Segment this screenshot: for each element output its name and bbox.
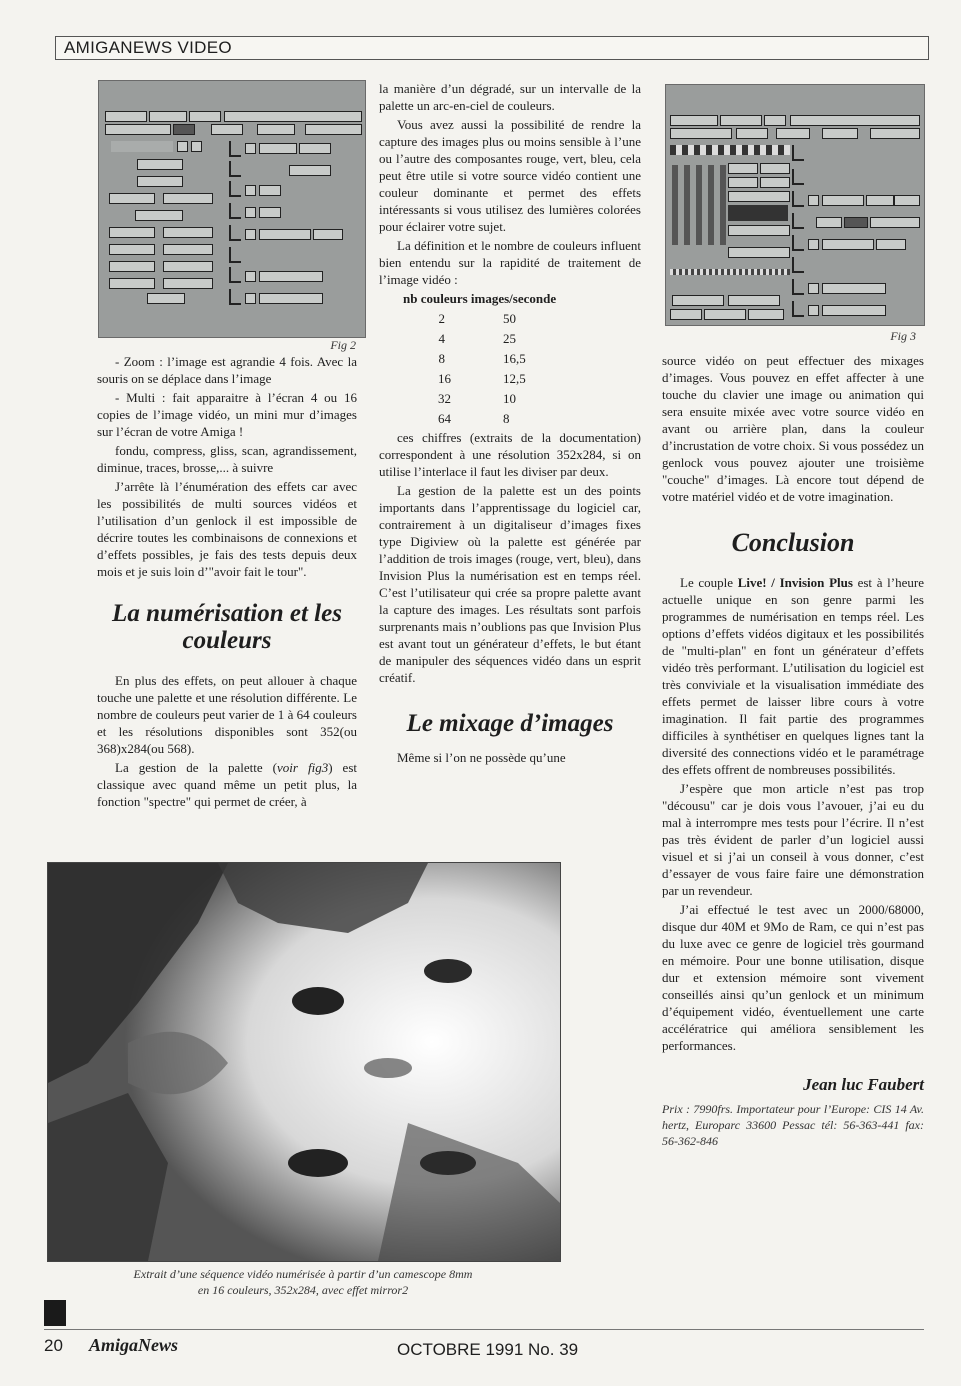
table-row: 16 12,5: [438, 371, 526, 386]
fig2-hook: [229, 247, 241, 263]
fig2-btn: [259, 185, 281, 196]
fig2-btn: [163, 227, 213, 238]
palette-strip: [670, 145, 790, 155]
fig3-btn: [894, 195, 920, 206]
fig2-btn: [257, 124, 295, 135]
paragraph: source vidéo on peut effectuer des mixages d’images. Vous pouvez en effet affecter à une touche du clavier une image ou animation qui sera ensuite mixée avec votre source vidéo en avant ou arrière plan, dans la couleur d’incrustation de votre choix. Si vous possédez un genlock vous pouvez ajouter une troisième "couche" d’images. Là encore tout dépend de votre matériel vidéo et de votre imagination.: [662, 353, 924, 504]
fig3-btn: [760, 177, 790, 188]
fig3-btn: [876, 239, 906, 250]
fig3-caption: Fig 3: [890, 329, 916, 343]
fig2-btn: [163, 278, 213, 289]
fig2-btn: [259, 207, 281, 218]
paragraph: J’arrête là l’énumération des effets car avec les possibilités de multi sources vidéos et l’utilisation d’un genlock il est impossible de décrire toutes les combinaisons de connexions et d’effets possibles, je fais des tests depuis deux mois et je suis loin d’"avoir fait le tour".: [97, 479, 357, 579]
fig3-btn: [764, 115, 786, 126]
slider-r: [672, 165, 678, 245]
fig2-btn: [105, 124, 171, 135]
fig2-btn: [224, 111, 362, 122]
fig3-btn: [870, 128, 920, 139]
paragraph: En plus des effets, on peut allouer à chaque touche une palette et une résolution différente. Le nombre de couleurs peut varier de 1 à 64 couleurs et les résolutions disponibles sont 352(ou 368)x284(ou 568).: [97, 673, 357, 756]
fig3-hook: [792, 301, 804, 317]
fig3-btn: [808, 195, 819, 206]
mirror-effect-photo: [47, 862, 561, 1262]
figure-reference: voir fig3: [277, 760, 329, 775]
paragraph: Vous avez aussi la possibilité de rendre la capture des images plus ou moins sensible à l’une ou l’autre des composantes rouge, vert, bleu, cela peut être utile si votre source vidéo contient une couleur dominante et permet des effets intéressants si vous utilisez des lumières colorées pour éclairer votre sujet.: [379, 117, 641, 234]
fig3-hook: [792, 257, 804, 273]
table-row: 64 8: [438, 411, 510, 426]
author: Jean luc Faubert: [803, 1075, 924, 1094]
fig2-btn: [177, 141, 188, 152]
slider-bar: [670, 269, 790, 275]
fig3-screenshot: [665, 84, 925, 326]
fig3-btn: [822, 128, 858, 139]
fig3-hook: [792, 213, 804, 229]
photo-caption-line: Extrait d’une séquence vidéo numérisée à partir d’un camescope 8mm: [133, 1267, 473, 1281]
column-2: [379, 80, 641, 768]
fig2-btn: [109, 244, 155, 255]
page-number: 20: [44, 1336, 63, 1355]
slider-g: [684, 165, 690, 245]
paragraph: la manière d’un dégradé, sur un intervalle de la palette un arc-en-ciel de couleurs.: [379, 81, 641, 113]
child-face-photo: [48, 863, 560, 1261]
fig2-btn: [191, 141, 202, 152]
fig3-btn: [748, 309, 784, 320]
fig2-btn: [299, 143, 331, 154]
price-info: Prix : 7990frs. Importateur pour l’Europe: CIS 14 Av. hertz, Europarc 33600 Pessac tél: 56-363-441 fax: 56-362-846: [662, 1102, 924, 1148]
fig3-btn: [728, 225, 790, 236]
fig2-hook: [229, 161, 241, 177]
fig3-btn: [728, 191, 790, 202]
color-swatch: [728, 205, 788, 221]
fig2-btn: [109, 193, 155, 204]
fig3-btn: [822, 283, 886, 294]
fig2-btn: [149, 111, 187, 122]
paragraph: - Zoom : l’image est agrandie 4 fois. Avec la souris on se déplace dans l’image: [97, 354, 357, 386]
fig2-btn: [111, 141, 173, 152]
section-title: AMIGANEWS VIDEO: [64, 38, 232, 57]
fig2-btn: [245, 271, 256, 282]
fig3-btn: [720, 115, 762, 126]
paragraph: La gestion de la palette (voir fig3) est classique avec quand même un petit plus, la fonction "spectre" qui permet de créer, à: [97, 760, 357, 809]
fig3-hook: [792, 235, 804, 251]
fig2-hook: [229, 203, 241, 219]
slider-t: [708, 165, 714, 245]
fig2-btn: [245, 229, 256, 240]
paragraph: Le couple Live! / Invision Plus est à l’heure actuelle unique en son genre parmi les programmes de numérisation en temps réel. Les options d’effets vidéos digitaux et les possibilités de "multi-plan" en font un générateur d’effets vidéo très performant. L’utilisation du logiciel est très conviviale et la visualisation immédiate des effets permet de laisser libre cours à votre imagination. Il fait partie des programmes difficiles à synthétiser en quelques lignes tant la diversité des connections vidéo et le paramétrage des effets offrent de nombreuses possibilités.: [662, 575, 924, 777]
paragraph: La gestion de la palette est un des points importants dans l’apprentissage du logiciel car, contrairement à un digitaliseur d’images fixes type Digiview où la palette est générée par l’addition de trois images (rouge, vert, bleu), dans Invision Plus la numérisation est en temps réel. C’est l’utilisateur qui crée sa propre palette avant la capture des images. Les résultats sont parfois surprenants mais n’oublions pas que Invision Plus est avant tout un générateur d’effets, le but étant de manipuler des séquences vidéo dans un esprit créatif.: [379, 483, 641, 685]
table-row: 2 50: [438, 311, 516, 326]
fig3-hook: [792, 169, 804, 185]
fig3-btn: [822, 195, 864, 206]
photo-caption: [47, 1266, 559, 1298]
fig3-btn: [728, 295, 780, 306]
column-1: [97, 353, 357, 812]
fig3-btn: [822, 239, 874, 250]
slider-s: [720, 165, 726, 245]
fig2-btn: [313, 229, 343, 240]
footer-rule: [44, 1329, 924, 1330]
fig2-btn: [137, 159, 183, 170]
fig2-btn: [259, 293, 323, 304]
fig3-btn: [844, 217, 868, 228]
fig2-btn: [289, 165, 331, 176]
fig3-btn: [808, 239, 819, 250]
fig2-btn: [147, 293, 185, 304]
fig2-btn: [245, 207, 256, 218]
paragraph: ces chiffres (extraits de la documentation) correspondent à une résolution 352x284, si on utilise l’interlace il faut les diviser par deux.: [379, 430, 641, 479]
table-row: 32 10: [438, 391, 516, 406]
fig3-btn: [816, 217, 842, 228]
fig2-btn: [259, 143, 297, 154]
paragraph: - Multi : fait apparaitre à l’écran 4 ou 16 copies de l’image vidéo, un mini mur d’images sur l’écran de votre Amiga !: [97, 390, 357, 439]
fig3-btn: [670, 115, 718, 126]
column-3: [662, 352, 924, 1149]
paragraph: Même si l’on ne possède qu’une: [397, 750, 566, 765]
fig2-btn: [211, 124, 243, 135]
fig3-hook: [792, 279, 804, 295]
fig2-btn: [259, 229, 311, 240]
fig2-btn: [163, 193, 213, 204]
fig3-btn: [866, 195, 894, 206]
fig3-btn: [790, 115, 920, 126]
issue-date: OCTOBRE 1991 No. 39: [397, 1340, 579, 1359]
speed-table: [379, 309, 641, 429]
fig2-btn: [259, 271, 323, 282]
fig2-btn: [189, 111, 221, 122]
footer-marker: [44, 1300, 66, 1326]
fig2-hook: [229, 225, 241, 241]
fig3-btn: [670, 128, 732, 139]
fig2-btn: [163, 244, 213, 255]
fig3-hook: [792, 145, 804, 161]
fig2-btn: [245, 143, 256, 154]
fig2-btn: [245, 293, 256, 304]
fig2-hook: [229, 267, 241, 283]
fig2-hook: [229, 289, 241, 305]
magazine-name: AmigaNews: [89, 1335, 179, 1355]
fig2-btn: [105, 111, 147, 122]
fig3-btn: [670, 309, 702, 320]
fig3-btn: [728, 177, 758, 188]
fig2-btn: [173, 124, 195, 135]
fig2-btn: [109, 278, 155, 289]
fig3-btn: [736, 128, 768, 139]
section-header: [55, 36, 929, 60]
paragraph: fondu, compress, gliss, scan, agrandissement, diminue, traces, brosse,... à suivre: [97, 443, 357, 475]
fig2-btn: [305, 124, 362, 135]
table-row: 4 25: [438, 331, 516, 346]
fig3-btn: [704, 309, 746, 320]
fig2-btn: [109, 261, 155, 272]
section-heading: Conclusion: [731, 528, 855, 557]
fig3-btn: [822, 305, 886, 316]
fig3-btn: [808, 305, 819, 316]
fig2-btn: [137, 176, 183, 187]
fig3-btn: [808, 283, 819, 294]
slider-b: [696, 165, 702, 245]
fig3-btn: [728, 247, 790, 258]
section-heading: La numérisation et les couleurs: [112, 600, 342, 654]
fig3-btn: [672, 295, 724, 306]
fig2-btn: [109, 227, 155, 238]
fig2-btn: [163, 261, 213, 272]
table-header: nb couleurs images/seconde: [403, 291, 557, 306]
fig3-btn: [760, 163, 790, 174]
section-heading: Le mixage d’images: [406, 710, 614, 737]
fig2-screenshot: [98, 80, 366, 338]
photo-caption-line: en 16 couleurs, 352x284, avec effet mirror2: [197, 1283, 409, 1297]
fig3-btn: [776, 128, 810, 139]
fig2-caption: Fig 2: [330, 338, 356, 352]
fig2-hook: [229, 181, 241, 197]
paragraph: J’espère que mon article n’est pas trop "décousu" car je dois vous l’avouer, j’ai eu du mal à interrompre mes tests pour l’écrire. Il n’est pas très évident de parler d’un logiciel aussi visuel et si j’ai un conseil à vous donner, c’est d’essayer de vous faire faire une démonstration par un revendeur.: [662, 781, 924, 898]
fig2-btn: [135, 210, 183, 221]
fig2-hook: [229, 141, 241, 157]
paragraph: La définition et le nombre de couleurs influent bien entendu sur la rapidité de traitement de l’image vidéo :: [379, 238, 641, 287]
fig3-btn: [728, 163, 758, 174]
fig3-btn: [870, 217, 920, 228]
fig2-btn: [245, 185, 256, 196]
table-row: 8 16,5: [438, 351, 526, 366]
paragraph: J’ai effectué le test avec un 2000/68000, disque dur 40M et 9Mo de Ram, ce qui n’est pas du luxe avec ce genre de logiciel très gourmand en mémoire. Pour une bonne utilisation, disque dur et extension mémoire sont vivement conseillés ainsi qu’un genlock et un minimum d’équipement vidéo, éventuellement une carte accélératrice qui améliora sensiblement les performances.: [662, 902, 924, 1053]
fig3-hook: [792, 191, 804, 207]
